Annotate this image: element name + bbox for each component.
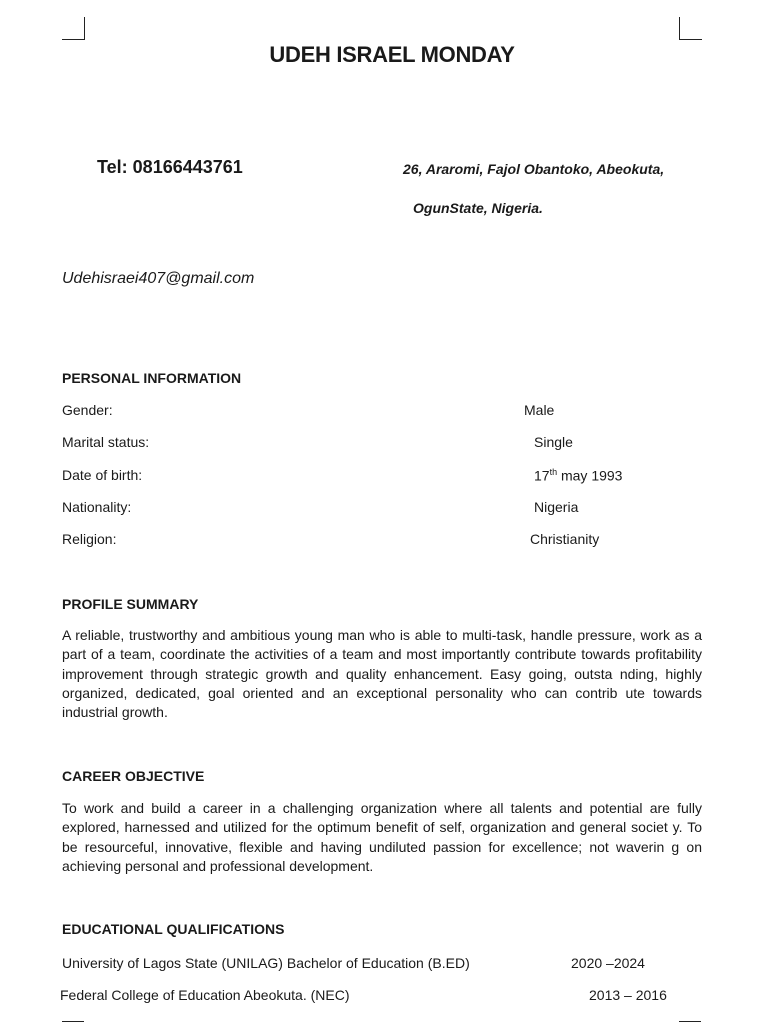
crop-mark-bottom-right <box>679 1021 701 1025</box>
profile-summary-text: A reliable, trustworthy and ambitious young man who is able to multi-task, handle pressure, work as a part of a team, coordinate the activities of a team and most importantly contribute towards profitability improvement through strategic growth and quality enhancement. Easy going, outsta nding, highly organized, dedicated, goal oriented and an exceptional personality who can contrib ute towards industrial growth. <box>62 627 702 721</box>
crop-mark-top-left <box>62 17 85 40</box>
profile-summary-heading: PROFILE SUMMARY <box>62 596 199 612</box>
dob-value <box>534 467 622 484</box>
gender-label: Gender: <box>62 402 113 418</box>
marital-status-value: Single <box>534 434 573 450</box>
address-line-2: OgunState, Nigeria. <box>413 200 543 216</box>
telephone: Tel: 08166443761 <box>97 157 243 177</box>
crop-mark-top-right <box>679 17 702 40</box>
dob-day: 17 <box>534 467 550 484</box>
personal-info-heading: PERSONAL INFORMATION <box>62 370 242 386</box>
religion-label: Religion: <box>62 531 117 547</box>
dob-suffix: th <box>549 467 558 477</box>
applicant-name: UDEH ISRAEL MONDAY <box>269 42 515 67</box>
gender-value: Male <box>524 402 555 418</box>
address-line-1: 26, Araromi, Fajol Obantoko, Abeokuta, <box>403 161 665 177</box>
religion-value: Christianity <box>530 531 600 547</box>
career-objective-text: To work and build a career in a challenging organization where all talents and potential are fully explored, harnessed and utilized for the optimum benefit of self, organization and general societ y. To be resourceful, innovative, flexible and having undiluted passion for excellence; not waverin g on achieving personal and professional development. <box>62 800 702 874</box>
education-institution: University of Lagos State (UNILAG) Bachelor of Education (B.ED) <box>62 955 470 971</box>
nationality-label: Nationality: <box>62 499 132 515</box>
marital-status-label: Marital status: <box>62 434 150 450</box>
crop-mark-bottom-left <box>62 1021 84 1025</box>
email-address: Udehisraei407@gmail.com <box>62 270 255 287</box>
nationality-value: Nigeria <box>534 499 579 515</box>
dob-rest: may 1993 <box>557 467 623 484</box>
dob-label: Date of birth: <box>62 467 143 483</box>
career-objective-heading: CAREER OBJECTIVE <box>62 768 205 784</box>
education-institution: Federal College of Education Abeokuta. (NEC) <box>60 987 350 1003</box>
education-years: 2020 –2024 <box>571 955 645 971</box>
education-heading: EDUCATIONAL QUALIFICATIONS <box>62 921 285 937</box>
education-years: 2013 – 2016 <box>589 987 667 1003</box>
